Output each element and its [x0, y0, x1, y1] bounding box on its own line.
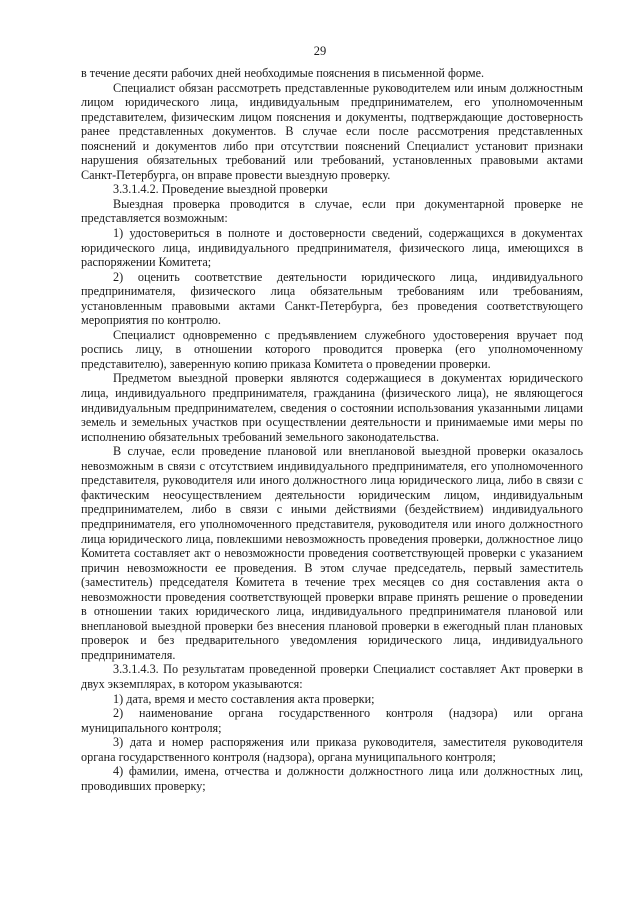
list-item: 1) удостовериться в полноте и достоверности сведений, содержащихся в документах юридического лица, индивидуального предпринимателя, физического лица, имеющихся в распоряжении Комитета;	[81, 226, 583, 270]
section-heading: 3.3.1.4.2. Проведение выездной проверки	[113, 182, 328, 197]
paragraph: 3.3.1.4.3. По результатам проведенной проверки Специалист составляет Акт проверки в двух экземплярах, в котором указываются:	[81, 662, 583, 691]
paragraph: В случае, если проведение плановой или внеплановой выездной проверки оказалось невозможным в связи с отсутствием индивидуального предпринимателя, его уполномоченного представителя, руководителя или иного должностного лица юридического лица, либо в связи с фактическим неосуществлением деятельности юридическим лицом, индивидуальным предпринимателем, либо в связи с иными действиями (бездействием) индивидуального предпринимателя, его уполномоченного представителя, руководителя или иного должностного лица юридического лица, повлекшими невозможность проведения проверки, должностное лицо Комитета составляет акт о невозможности проведения соответствующей проверки с указанием причин невозможности ее проведения. В этом случае председатель, первый заместитель (заместитель) председателя Комитета в течение трех месяцев со дня составления акта о невозможности проведения соответствующей проверки вправе принять решение о проведении в отношении таких юридического лица, индивидуального предпринимателя плановой или внеплановой выездной проверки без внесения плановой проверки в ежегодный план плановых проверок и без предварительного уведомления юридического лица, индивидуального предпринимателя.	[81, 444, 583, 662]
list-item: 2) наименование органа государственного контроля (надзора) или органа муниципального контроля;	[81, 706, 583, 735]
document-body	[81, 66, 583, 793]
paragraph: Предметом выездной проверки являются содержащиеся в документах юридического лица, индивидуального предпринимателя, гражданина (физического лица), не являющегося индивидуальным предпринимателем, сведения о состоянии использования указанными лицами земель и земельных участков при осуществлении деятельности и принимаемые ими меры по исполнению обязательных требований земельного законодательства.	[81, 371, 583, 444]
list-item: 4) фамилии, имена, отчества и должности должностного лица или должностных лиц, проводивших проверку;	[81, 764, 583, 793]
list-item: 1) дата, время и место составления акта проверки;	[113, 691, 375, 706]
paragraph: в течение десяти рабочих дней необходимые пояснения в письменной форме.	[81, 66, 485, 80]
page-number: 29	[313, 44, 327, 58]
paragraph: Специалист одновременно с предъявлением служебного удостоверения вручает под роспись лицу, в отношении которого проводится проверка (его уполномоченному представителю), заверенную копию приказа Комитета о проведении проверки.	[81, 327, 583, 371]
paragraph: Специалист обязан рассмотреть представленные руководителем или иным должностным лицом юридического лица, индивидуальным предпринимателем, его уполномоченным представителем, физическим лицом пояснения и документы, подтверждающие достоверность ранее представленных документов. В случае если после рассмотрения представленных пояснений и документов либо при отсутствии пояснений Специалист установит признаки нарушения обязательных требований или требований, установленных правовыми актами Санкт-Петербурга, он вправе провести выездную проверку.	[81, 80, 583, 182]
list-item: 2) оценить соответствие деятельности юридического лица, индивидуального предпринимателя, физического лица обязательным требованиям или требованиям, установленным правовыми актами Санкт-Петербурга, без проведения соответствующего мероприятия по контролю.	[81, 269, 583, 328]
list-item: 3) дата и номер распоряжения или приказа руководителя, заместителя руководителя органа государственного контроля (надзора), органа муниципального контроля;	[81, 735, 583, 764]
paragraph: Выездная проверка проводится в случае, если при документарной проверке не представляется возможным:	[81, 196, 583, 226]
